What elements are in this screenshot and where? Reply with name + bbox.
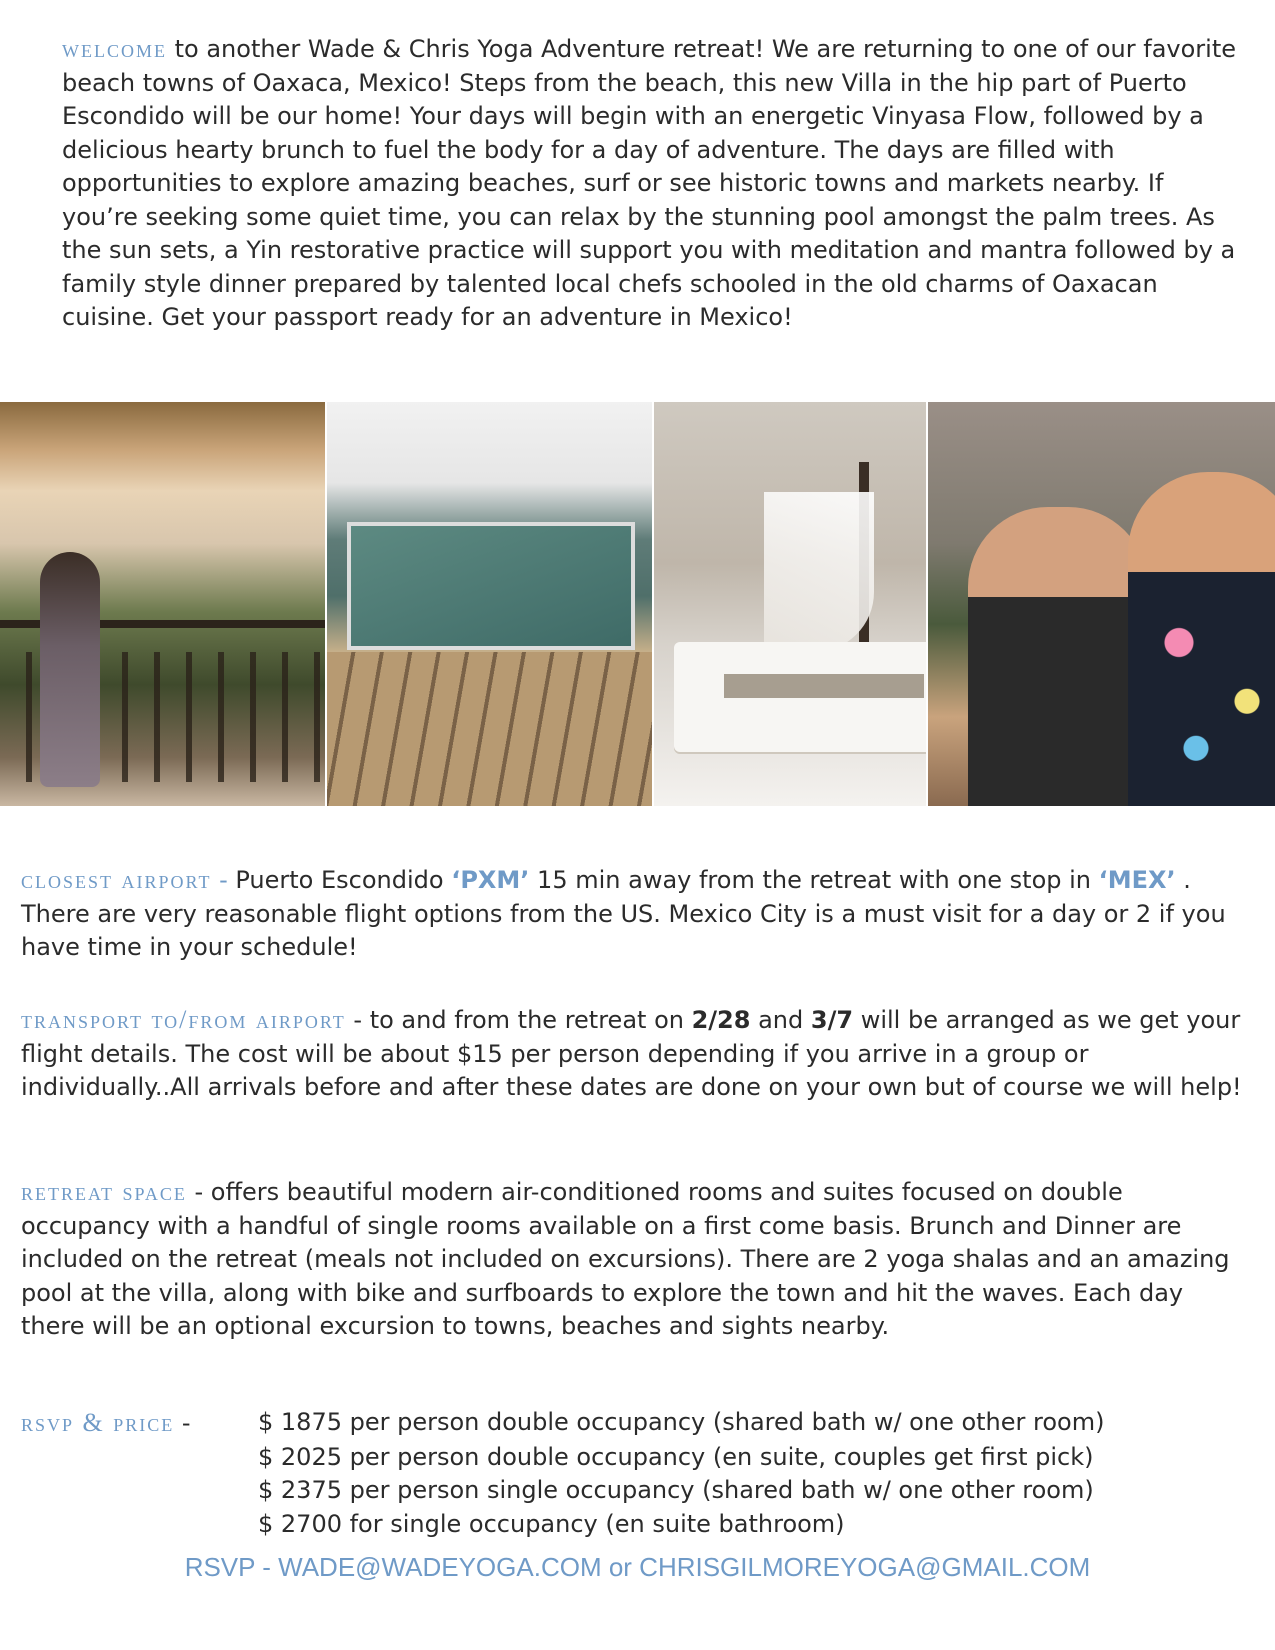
departure-date: 3/7 — [810, 1006, 854, 1034]
airport-code-pxm: ‘PXM’ — [451, 866, 530, 894]
photo-instructors — [926, 402, 1275, 806]
rsvp-price-heading: rsvp & price — [21, 1408, 175, 1437]
airport-text: Puerto Escondido — [235, 866, 452, 894]
heading-separator: - — [174, 1409, 191, 1437]
intro-text: to another Wade & Chris Yoga Adventure retreat! We are returning to one of our favorite beach towns of Oaxaca, Mexico! Steps from the beach, this new Villa in the hip part of Puerto Escondido will be our home! Your days will begin with an energetic Vinyasa Flow, followed by a delicious hearty brunch to fuel the body for a day of adventure. The days are filled with opportunities to explore amazing beaches, surf or see historic towns and markets nearby. If you’re seeking some quiet time, you can relax by the stunning pool amongst the palm trees. As the sun sets, a Yin restorative practice will support you with meditation and mantra followed by a family style dinner prepared by talented local chefs schooled in the old charms of Oaxacan cuisine. Get your passport ready for an adventure in Mexico! — [62, 35, 1237, 331]
heading-separator: - — [211, 866, 236, 894]
transport-section — [21, 1003, 1251, 1105]
retreat-space-heading: retreat space — [21, 1177, 187, 1206]
photo-bedroom — [652, 402, 926, 806]
intro-paragraph — [62, 32, 1237, 335]
retreat-space-section — [21, 1175, 1251, 1344]
price-option: $ 2700 for single occupancy (en suite bathroom) — [258, 1509, 845, 1538]
photo-villa-pool — [325, 402, 652, 806]
welcome-heading: welcome — [62, 34, 167, 63]
retreat-space-text: - offers beautiful modern air-conditioned rooms and suites focused on double occupancy with a handful of single rooms available on a first come basis. Brunch and Dinner are included on the retreat (meals not included on excursions). There are 2 yoga shalas and an amazing pool at the villa, along with bike and surfboards to explore the town and hit the waves. Each day there will be an optional excursion to towns, beaches and sights nearby. — [21, 1178, 1230, 1340]
photo-balcony-sunset — [0, 402, 325, 806]
airport-text: 15 min away from the retreat with one stop in — [529, 866, 1099, 894]
arrival-date: 2/28 — [691, 1006, 751, 1034]
transport-text: and — [750, 1006, 811, 1034]
price-option: $ 2375 per person single occupancy (shared bath w/ one other room) — [258, 1476, 1094, 1504]
rsvp-contact-emails[interactable]: RSVP - WADE@WADEYOGA.COM or CHRISGILMOREYOGA@GMAIL.COM — [184, 1552, 1091, 1582]
transport-text: will be arranged as we get your flight details. The cost will be about $15 per person depending if you arrive in a group or individually..All arrivals before and after these dates are done on your own but of course we will help! — [21, 1006, 1242, 1101]
price-option: $ 2025 per person double occupancy (en suite, couples get first pick) — [258, 1442, 1094, 1471]
airport-text: . There are very reasonable flight options from the US. Mexico City is a must visit for a day or 2 if you have time in your schedule! — [21, 866, 1226, 961]
closest-airport-section — [21, 863, 1251, 965]
price-option: $ 1875 per person double occupancy (shared bath w/ one other room) — [258, 1408, 1105, 1436]
photo-strip — [0, 402, 1275, 806]
airport-code-mex: ‘MEX’ — [1098, 866, 1176, 894]
rsvp-price-section — [21, 1406, 1251, 1541]
closest-airport-heading: closest airport — [21, 865, 212, 894]
transport-heading: transport to/from airport — [21, 1005, 346, 1034]
transport-text: - to and from the retreat on — [345, 1006, 692, 1034]
